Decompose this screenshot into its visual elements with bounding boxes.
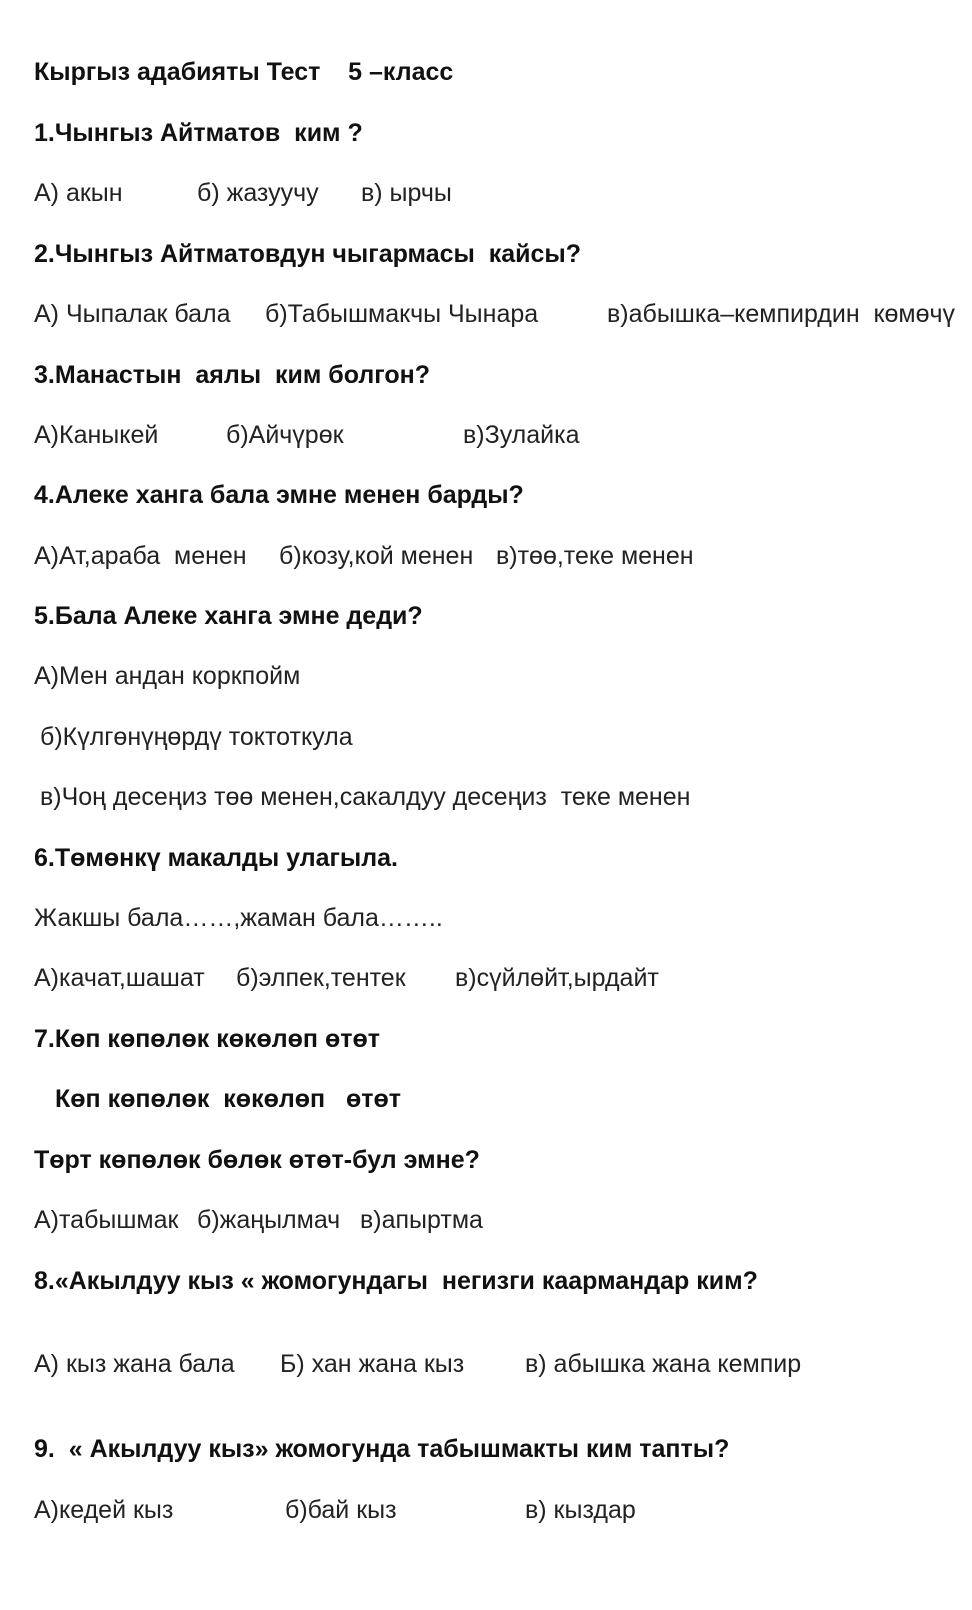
question-1: 1.Чынгыз Айтматов ким ? — [34, 119, 363, 147]
question-4: 4.Алеке ханга бала эмне менен барды? — [34, 481, 524, 509]
answer-2-c: в)абышка–кемпирдин көмөчү — [607, 300, 955, 328]
question-3: 3.Манастын аялы ким болгон? — [34, 361, 431, 389]
question-5: 5.Бала Алеке ханга эмне деди? — [34, 602, 423, 630]
answers-4 — [34, 541, 964, 571]
answer-4-a: А)Ат,араба менен — [34, 542, 247, 570]
answer-9-c: в) кыздар — [525, 1496, 636, 1524]
answers-6 — [34, 963, 964, 993]
proverb-prompt: Жакшы бала……,жаман бала…….. — [34, 904, 443, 932]
answer-8-a: А) кыз жана бала — [34, 1350, 235, 1378]
answer-2-a: А) Чыпалак бала — [34, 300, 231, 328]
answer-6-c: в)сүйлөйт,ырдайт — [455, 964, 659, 992]
answer-4-b: б)козу,кой менен — [279, 542, 474, 570]
answer-1-c: в) ырчы — [361, 179, 452, 207]
answer-5-a: А)Мен андан коркпойм — [34, 662, 301, 690]
answer-9-a: А)кедей кыз — [34, 1496, 174, 1524]
answer-7-c: в)апыртма — [360, 1206, 483, 1234]
answer-5-c: в)Чоң десеңиз төө менен,сакалдуу десеңиз теке менен — [40, 783, 691, 811]
answer-3-a: А)Каныкей — [34, 421, 159, 449]
answer-3-c: в)Зулайка — [463, 421, 580, 449]
answer-2-b: б)Табышмакчы Чынара — [265, 300, 539, 328]
answer-3-b: б)Айчүрөк — [226, 421, 344, 449]
question-7-line-3: Төрт көпөлөк бөлөк өтөт-бул эмне? — [34, 1146, 480, 1174]
answer-9-b: б)бай кыз — [285, 1496, 397, 1524]
answers-2 — [34, 299, 972, 329]
answer-8-c: в) абышка жана кемпир — [525, 1350, 802, 1378]
answer-5-b: б)Күлгөнүңөрдү токтоткула — [40, 723, 353, 751]
page-title: Кыргыз адабияты Тест 5 –класс — [34, 58, 454, 86]
question-2: 2.Чынгыз Айтматовдун чыгармасы кайсы? — [34, 240, 582, 268]
answers-8 — [34, 1349, 964, 1379]
question-7-line-2: Көп көпөлөк көкөлөп өтөт — [55, 1085, 401, 1113]
answers-3 — [34, 420, 964, 450]
answer-7-b: б)жаңылмач — [197, 1206, 341, 1234]
answers-7 — [34, 1205, 964, 1235]
answer-6-a: А)качат,шашат — [34, 964, 205, 992]
question-8: 8.«Акылдуу кыз « жомогундагы негизги каармандар ким? — [34, 1267, 758, 1295]
answer-1-b: б) жазуучу — [197, 179, 319, 207]
answer-6-b: б)элпек,тентек — [236, 964, 406, 992]
question-6: 6.Төмөнкү макалды улагыла. — [34, 844, 399, 872]
answer-7-a: А)табышмак — [34, 1206, 179, 1234]
answer-4-c: в)төө,теке менен — [496, 542, 694, 570]
answers-9 — [34, 1495, 964, 1525]
question-7-line-1: 7.Көп көпөлөк көкөлөп өтөт — [34, 1025, 380, 1053]
question-9: 9. « Акылдуу кыз» жомогунда табышмакты ким тапты? — [34, 1435, 730, 1463]
answer-1-a: А) акын — [34, 179, 123, 207]
answers-1 — [34, 178, 964, 208]
answer-8-b: Б) хан жана кыз — [280, 1350, 465, 1378]
